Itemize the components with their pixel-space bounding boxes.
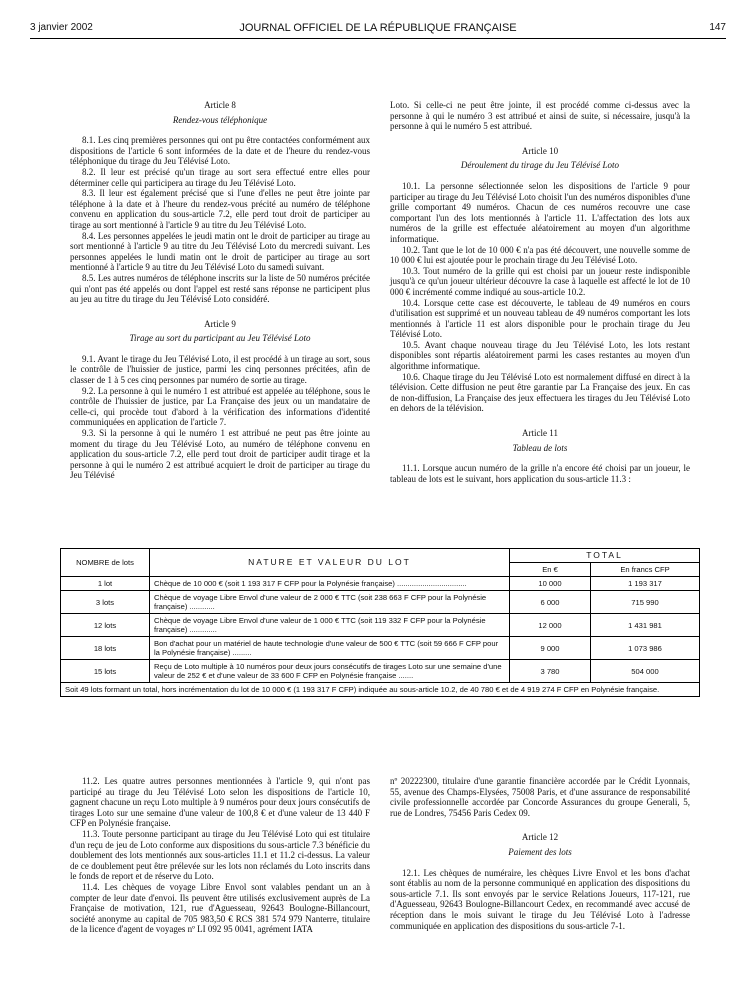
article-9-subtitle: Tirage au sort du participant au Jeu Télévisé Loto (129, 333, 311, 344)
lot-count: 12 lots (61, 614, 150, 637)
paragraph-10-4: 10.4. Lorsque cette case est découverte, le tableau de 49 numéros en cours d'utilisation est supprimé et un nouveau tableau de 49 numéros comportant les lots mentionnés à l'article 11 est alors disponible pour le prochain tirage du Jeu Télévisé Loto. (390, 297, 690, 340)
lot-count: 15 lots (61, 660, 150, 683)
right-column-bottom (390, 776, 690, 931)
lot-description: Bon d'achat pour un matériel de haute technologie d'une valeur de 500 € TTC (soit 59 666 F CFP pour la Polynésie française) ......... (150, 637, 510, 660)
paragraph-11-4: 11.4. Les chèques de voyage Libre Envol sont valables pendant un an à compter de leur date d'envoi. Ils peuvent être utilisés exclusivement auprès de La Française de motivation, 121, rue d'Aguesseau, 92643 Boulogne-Billancourt, société anonyme au capital de 705 983,50 € RCS 381 574 979 Nanterre, titulaire de la licence d'agent de voyages nº LI 092 95 0041, agrément IATA (70, 881, 370, 935)
article-12-subtitle: Paiement des lots (508, 846, 572, 857)
paragraph-11-4-continued: nº 20222300, titulaire d'une garantie financière accordée par le Crédit Lyonnais, 55, avenue des Champs-Elysées, 75008 Paris, et d'une assurance de responsabilité civile professionnelle accordée par Concorde Assurances du groupe Generali, 5, rue de Londres, 75456 Paris Cedex 09. (390, 776, 690, 818)
table-row (61, 660, 700, 683)
article-8-subtitle: Rendez-vous téléphonique (172, 114, 268, 125)
lot-description: Chèque de 10 000 € (soit 1 193 317 F CFP pour la Polynésie française) ................................. (150, 577, 510, 591)
lot-value-eur: 9 000 (510, 637, 591, 660)
paragraph-11-1: 11.1. Lorsque aucun numéro de la grille n'a encore été choisi par un joueur, le tableau de lots est le suivant, hors application du sous-article 11.3 : (390, 463, 690, 484)
lot-value-eur: 10 000 (510, 577, 591, 591)
table-footer-note: Soit 49 lots formant un total, hors incrémentation du lot de 10 000 € (1 193 317 F CFP) indiquée au sous-article 10.2, de 40 780 € et de 4 919 274 F CFP en Polynésie française. (61, 683, 700, 697)
article-11-subtitle: Tableau de lots (512, 442, 568, 453)
lot-count: 3 lots (61, 591, 150, 614)
article-8-title: Article 8 (204, 100, 236, 110)
paragraph-10-5: 10.5. Avant chaque nouveau tirage du Jeu Télévisé Loto, les lots restant disponibles sont répartis aléatoirement parmi les cases restantes au moyen d'un algorithme informatique. (390, 339, 690, 372)
paragraph-9-2: 9.2. La personne à qui le numéro 1 est attribué est appelée au téléphone, sous le contrôle de l'huissier de justice, par La Française des jeux ou un mandataire de celle-ci, qui procède tout d'abord à la vérification des informations d'identité communiquées en application de l'article 7. (70, 385, 370, 428)
lot-value-eur: 3 780 (510, 660, 591, 683)
col-header-nature: NATURE ET VALEUR DU LOT (150, 549, 510, 577)
lot-value-eur: 12 000 (510, 614, 591, 637)
col-header-total: TOTAL (510, 549, 700, 563)
lot-value-cfp: 504 000 (591, 660, 700, 683)
table-footer-row (61, 683, 700, 697)
lot-count: 1 lot (61, 577, 150, 591)
lot-value-cfp: 1 193 317 (591, 577, 700, 591)
col-header-eur: En € (510, 563, 591, 577)
paragraph-12-1: 12.1. Les chèques de numéraire, les chèques Livre Envol et les bons d'achat sont établis au nom de la personne communiqué en application des dispositions du sous-article 7.1. Ils sont envoyés par le service Relations Joueurs, 117-121, rue d'Aguesseau, 92643 Boulogne-Billancourt Cedex, en recommandé avec accusé de réception dans le mois suivant le tirage du Jeu Télévisé Loto à l'adresse communiquée en application des dispositions du sous-article 7-1. (390, 867, 690, 931)
paragraph-8-3: 8.3. Il leur est également précisé que si l'une d'elles ne peut être jointe par téléphone à la date et à l'heure du rendez-vous précité au numéro de téléphone convenu en application du sous-article 7.2, elle perd tout droit de participer au tirage au sort mentionné à l'article 9 au titre du Jeu Télévisé Loto. (70, 188, 370, 230)
paragraph-8-1: 8.1. Les cinq premières personnes qui ont pu être contactées conformément aux dispositions de l'article 6 sont informées de la date et de l'heure du rendez-vous téléphonique du tirage du Jeu Télévisé Loto. (70, 135, 370, 167)
lot-description: Chèque de voyage Libre Envol d'une valeur de 1 000 € TTC (soit 119 332 F CFP pour la Polynésie française) ............. (150, 614, 510, 637)
lot-value-eur: 6 000 (510, 591, 591, 614)
left-column-top (70, 100, 370, 481)
table-row (61, 637, 700, 660)
table-row (61, 591, 700, 614)
paragraph-9-3-continued: Loto. Si celle-ci ne peut être jointe, il est procédé comme ci-dessus avec la personne à qui le numéro 3 est attribué et ainsi de suite, si nécessaire, jusqu'à la personne à qui le numéro 5 est attribué. (390, 100, 690, 132)
article-12-title: Article 12 (521, 832, 559, 843)
paragraph-8-2: 8.2. Il leur est précisé qu'un tirage au sort sera effectué entre elles pour déterminer celle qui participera au tirage du Jeu Télévisé Loto. (70, 166, 370, 188)
paragraph-11-2: 11.2. Les quatre autres personnes mentionnées à l'article 9, qui n'ont pas participé au tirage du Jeu Télévisé Loto selon les dispositions de l'article 10, gagnent chacune un reçu Loto multiple à 9 numéros pour deux jours consécutifs de tirages Loto sur une semaine d'une valeur de 100,8 € et d'une valeur de 13 440 F CFP en Polynésie française. (70, 776, 370, 829)
table-row (61, 577, 700, 591)
paragraph-10-6: 10.6. Chaque tirage du Jeu Télévisé Loto est normalement diffusé en direct à la télévision. Cette diffusion ne peut être garantie par La Française des jeux. En cas de non-diffusion, La Française des jeux effectuera les tirages du Jeu Télévisé Loto en dehors de la télévision. (390, 371, 690, 414)
page-header (30, 22, 726, 38)
lot-description: Reçu de Loto multiple à 10 numéros pour deux jours consécutifs de tirages Loto sur une semaine d'une valeur de 252 € et d'une valeur de 33 600 F CFP en Polynésie française ....... (150, 660, 510, 683)
header-journal-title: JOURNAL OFFICIEL DE LA RÉPUBLIQUE FRANÇAISE (239, 22, 517, 34)
header-page-number: 147 (709, 22, 726, 33)
article-9-title: Article 9 (204, 318, 236, 329)
lot-value-cfp: 715 990 (591, 591, 700, 614)
col-header-nombre: NOMBRE de lots (61, 549, 150, 577)
paragraph-10-1: 10.1. La personne sélectionnée selon les dispositions de l'article 9 pour participer au tirage du Jeu Télévisé Loto choisit l'un des numéros disponibles d'une grille comportant 49 numéros. Chacun de ces numéros recouvre une case comportant l'un des lots mentionnés à l'article 11. L'affectation des lots aux numéros de la grille est effectuée aléatoirement au moyen d'un algorithme informatique. (390, 180, 690, 244)
left-column-bottom (70, 776, 370, 935)
lot-value-cfp: 1 431 981 (591, 614, 700, 637)
right-column-top (390, 100, 690, 484)
paragraph-8-5: 8.5. Les autres numéros de téléphone inscrits sur la liste de 50 numéros précitée qui n'ont pas été appelés ou dont l'appel est resté sans réponse ne participent plus au jeu au titre du tirage du Jeu Télévisé Loto considéré. (70, 272, 370, 305)
lot-value-cfp: 1 073 986 (591, 637, 700, 660)
paragraph-8-4: 8.4. Les personnes appelées le jeudi matin ont le droit de participer au tirage au sort mentionné à l'article 9 au titre du Jeu Télévisé Loto du mercredi suivant. Les personnes appelées le lundi matin ont le droit de participer au tirage au sort mentionné à l'article 9 au titre du Jeu Télévisé Loto du samedi suivant. (70, 230, 370, 273)
article-10-title: Article 10 (521, 145, 559, 156)
paragraph-11-3: 11.3. Toute personne participant au tirage du Jeu Télévisé Loto qui est titulaire d'un reçu de jeu de Loto conforme aux dispositions du sous-article 7.3 bénéficie du doublement des lots mentionnés aux sous-articles 11.1 et 11.2 ci-dessus. La valeur de ce doublement peut être prélevée sur les lots non réclamés du Loto inscrits dans le fonds de report et de réserve du Loto. (70, 828, 370, 882)
header-rule (30, 38, 726, 39)
paragraph-9-3: 9.3. Si la personne à qui le numéro 1 est attribué ne peut pas être jointe au moment du tirage du Jeu Télévisé Loto, au numéro de téléphone convenu en application du sous-article 7.2, elle perd tout droit de participer audit tirage et la personne à qui le numéro 2 est attribué acquiert le droit de participer au tirage du Jeu Télévisé (70, 428, 370, 481)
lots-table (60, 548, 700, 697)
lot-count: 18 lots (61, 637, 150, 660)
lot-description: Chèque de voyage Libre Envol d'une valeur de 2 000 € TTC (soit 238 663 F CFP pour la Polynésie française) ............ (150, 591, 510, 614)
table-row (61, 614, 700, 637)
article-10-subtitle: Déroulement du tirage du Jeu Télévisé Loto (460, 160, 620, 171)
paragraph-10-2: 10.2. Tant que le lot de 10 000 € n'a pas été découvert, une nouvelle somme de 10 000 € lui est ajoutée pour le prochain tirage du Jeu Télévisé Loto. (390, 244, 690, 266)
article-11-title: Article 11 (522, 428, 558, 439)
header-date: 3 janvier 2002 (30, 22, 93, 33)
paragraph-9-1: 9.1. Avant le tirage du Jeu Télévisé Loto, il est procédé à un tirage au sort, sous le contrôle de l'huissier de justice, parmi les cinq personnes précitées, afin de classer de 1 à 5 ces cinq personnes par numéro de sortie au tirage. (70, 353, 370, 386)
col-header-cfp: En francs CFP (591, 563, 700, 577)
paragraph-10-3: 10.3. Tout numéro de la grille qui est choisi par un joueur reste indisponible jusqu'à ce qu'un joueur ultérieur découvre la case à laquelle est affecté le lot de 10 000 € incrémenté comme indiqué au sous-article 10.2. (390, 265, 690, 297)
